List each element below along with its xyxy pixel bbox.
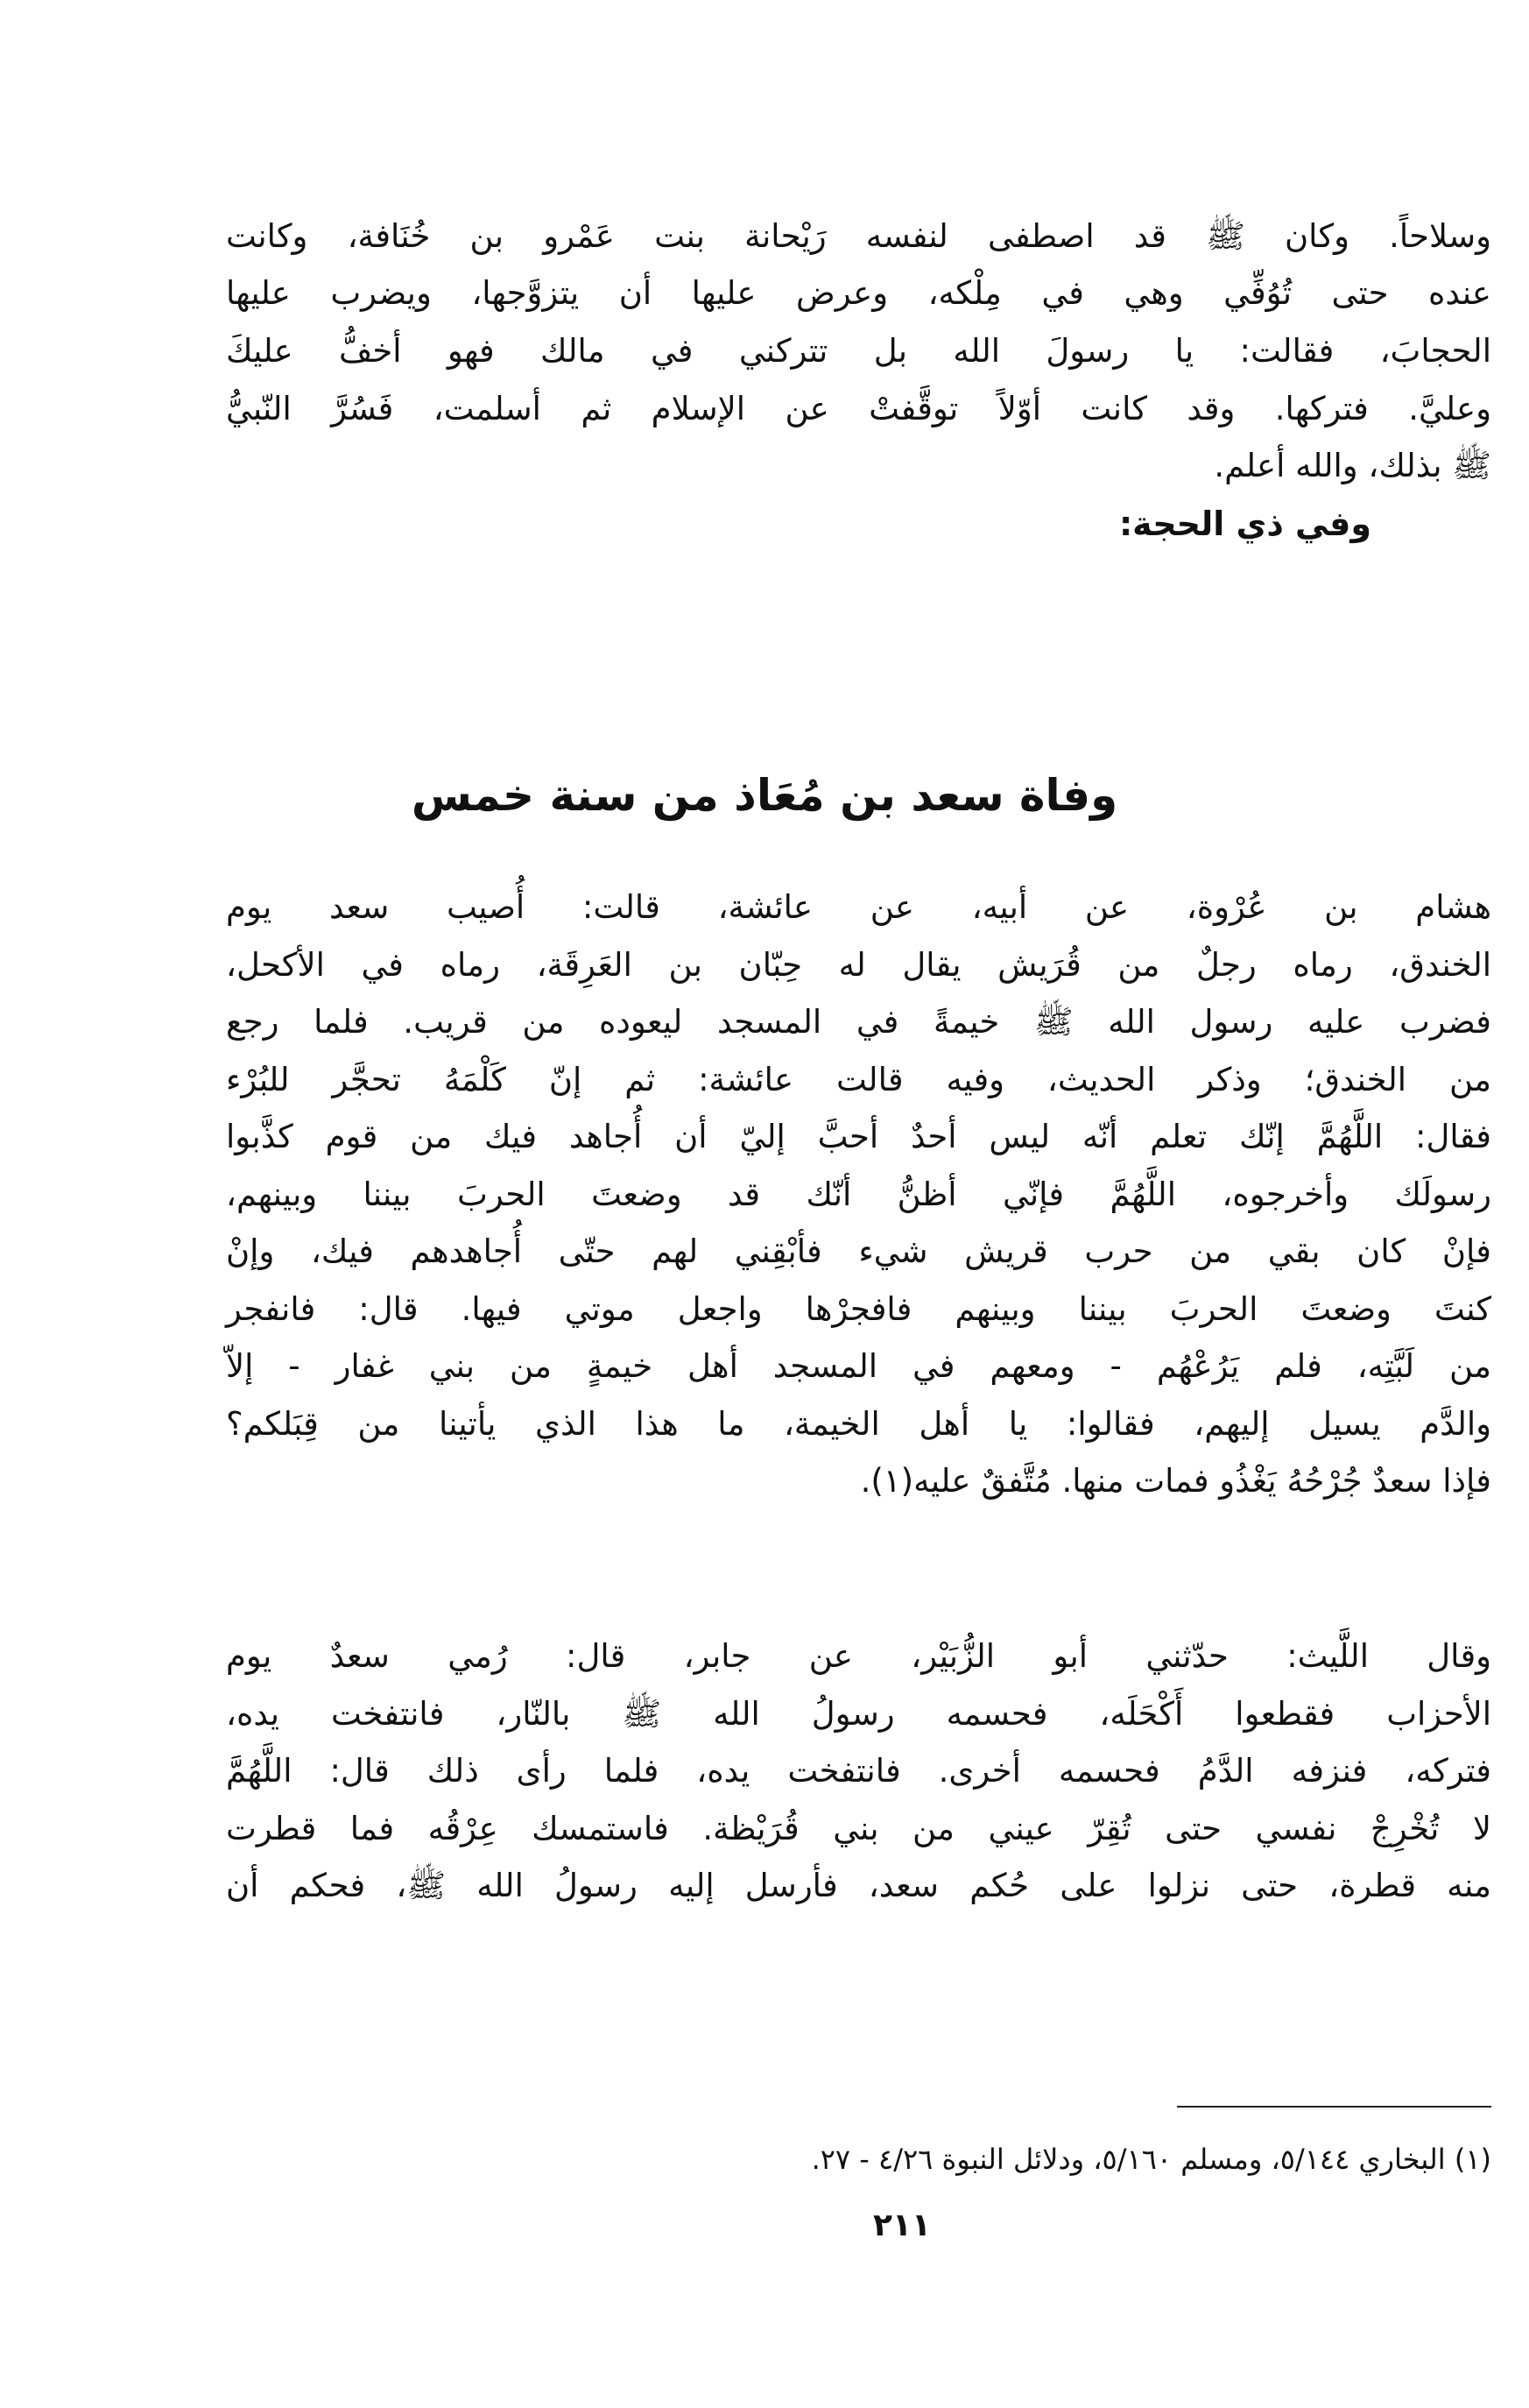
text-line: من الخندق؛ وذكر الحديث، وفيه قالت عائشة: ثم إنّ كَلْمَهُ تحجَّر للبُرْء [226, 1061, 1491, 1098]
footnote: (١) البخاري ٥/١٤٤، ومسلم ٥/١٦٠، ودلائل النبوة ٤/٢٦ - ٢٧. [811, 2143, 1491, 2176]
text-line: وسلاحاً. وكان ﷺ قد اصطفى لنفسه رَيْحانة بنت عَمْرو بن خُنَافة، وكانت [226, 217, 1491, 255]
footnote-separator [1177, 2106, 1491, 2108]
text-line: الأحزاب فقطعوا أَكْحَلَه، فحسمه رسولُ الله ﷺ بالنّار، فانتفخت يده، [226, 1695, 1491, 1733]
text-line: من لَبَّتِه، فلم يَرُعْهُم - ومعهم في المسجد أهل خيمةٍ من بني غفار - إلاّ [226, 1347, 1491, 1385]
text-line: فإنْ كان بقي من حرب قريش شيء فأبْقِني لهم حتّى أُجاهدهم فيك، وإنْ [226, 1232, 1491, 1270]
text-line: وعليَّ. فتركها. وقد كانت أوّلاً توقَّفتْ عن الإسلام ثم أسلمت، فَسُرَّ النّبيُّ [226, 390, 1491, 427]
text-line: عنده حتى تُوُفِّي وهي في مِلْكه، وعرض عليها أن يتزوَّجها، ويضرب عليها [226, 274, 1491, 312]
text-line: هشام بن عُرْوة، عن أبيه، عن عائشة، قالت: أُصيب سعد يوم [226, 888, 1491, 926]
text-line: فإذا سعدٌ جُرْحُهُ يَغْذُو فمات منها. مُتَّفقٌ عليه(١). [860, 1462, 1491, 1500]
text-line: كنتَ وضعتَ الحربَ بيننا وبينهم فافجرْها واجعل موتي فيها. قال: فانفجر [226, 1290, 1491, 1328]
subheading: وفي ذي الحجة: [1118, 505, 1371, 543]
text-line: فتركه، فنزفه الدَّمُ فحسمه أخرى. فانتفخت يده، فلما رأى ذلك قال: اللَّهُمَّ [226, 1752, 1491, 1790]
text-line: وقال اللَّيث: حدّثني أبو الزُّبَيْر، عن جابر، قال: رُمي سعدٌ يوم [226, 1637, 1491, 1675]
text-line: والدَّم يسيل إليهم، فقالوا: يا أهل الخيمة، ما هذا الذي يأتينا من قِبَلكم؟ [226, 1405, 1491, 1443]
text-line: ﷺ بذلك، والله أعلم. [1214, 447, 1491, 484]
page-number: ٢١١ [873, 2207, 931, 2243]
text-line: منه قطرة، حتى نزلوا على حُكم سعد، فأرسل إليه رسولُ الله ﷺ، فحكم أن [226, 1867, 1491, 1904]
chapter-title: وفاة سعد بن مُعَاذ من سنة خمس [411, 770, 1118, 821]
text-line: الخندق، رماه رجلٌ من قُرَيش يقال له حِبّان بن العَرِقَة، رماه في الأكحل، [226, 946, 1491, 984]
text-line: فقال: اللَّهُمَّ إنّك تعلم أنّه ليس أحدٌ أحبَّ إليّ أن أُجاهد فيك من قوم كذَّبوا [226, 1118, 1491, 1155]
text-line: فضرب عليه رسول الله ﷺ خيمةً في المسجد ليعوده من قريب. فلما رجع [226, 1003, 1491, 1041]
text-line: رسولَك وأخرجوه، اللَّهُمَّ فإنّي أظنُّ أنّك قد وضعتَ الحربَ بيننا وبينهم، [226, 1176, 1491, 1213]
text-line: الحجابَ، فقالت: يا رسولَ الله بل تتركني في مالك فهو أخفُّ عليكَ [226, 332, 1491, 370]
text-line: لا تُخْرِجْ نفسي حتى تُقِرّ عيني من بني قُرَيْظة. فاستمسك عِرْقُه فما قطرت [226, 1810, 1491, 1847]
